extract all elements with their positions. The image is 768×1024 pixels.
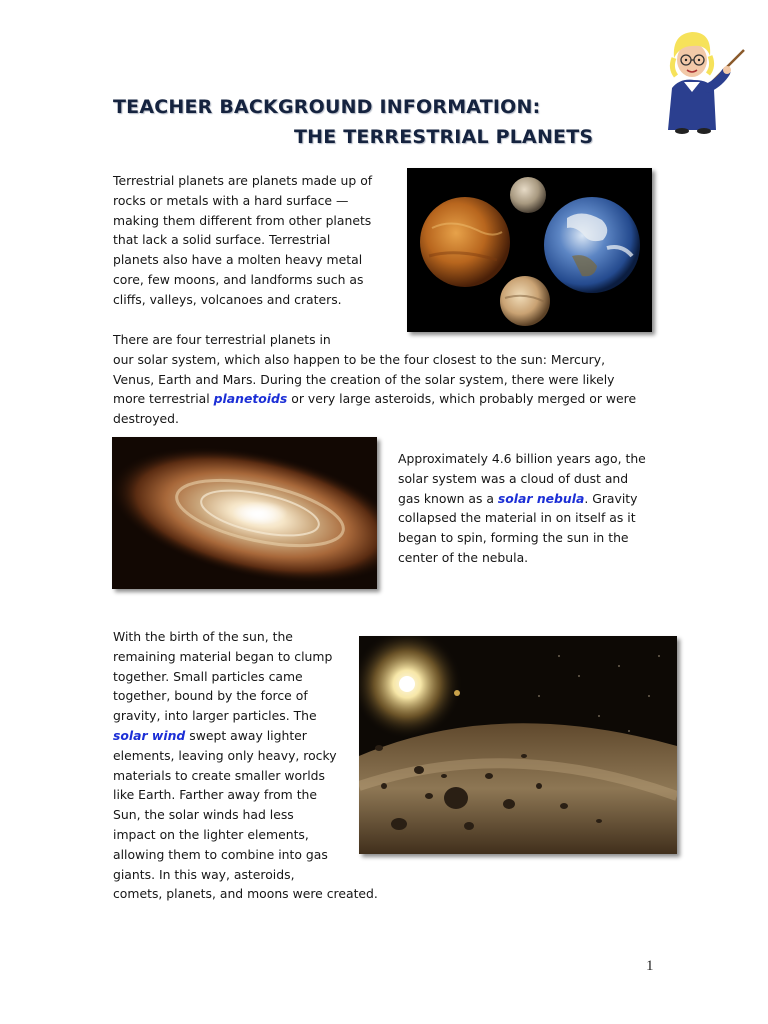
text-line <box>113 726 378 746</box>
term-planetoids: planetoids <box>213 391 288 407</box>
text-line: Terrestrial planets are planets made up of <box>113 173 373 188</box>
text-line: together, bound by the force of <box>113 688 308 704</box>
text-line: Venus, Earth and Mars. During the creation of the solar system, there were likely <box>113 371 615 387</box>
page-title-line-1: TEACHER BACKGROUND INFORMATION: <box>113 96 541 118</box>
text-line: cliffs, valleys, volcanoes and craters. <box>113 291 342 307</box>
paragraph-terrestrial-definition <box>113 171 372 310</box>
text-line: began to spin, forming the sun in the <box>398 530 629 546</box>
text-line <box>113 389 636 409</box>
text-line: core, few moons, and landforms such as <box>113 271 364 287</box>
text-line: rocks or metals with a hard surface — <box>113 192 349 208</box>
text-line: impact on the lighter elements, <box>113 826 309 842</box>
text-segment: more terrestrial <box>113 391 214 407</box>
solar-nebula-disk-photo <box>112 437 377 589</box>
term-solar-nebula: solar nebula <box>497 490 585 506</box>
text-line: solar system was a cloud of dust and <box>398 470 629 486</box>
text-line: planets also have a molten heavy metal <box>113 252 363 268</box>
page-number: 1 <box>646 958 654 974</box>
text-line <box>398 489 646 509</box>
text-line: our solar system, which also happen to be the four closest to the sun: Mercury, <box>113 351 606 367</box>
teacher-cartoon-illustration <box>650 20 750 135</box>
text-segment: gas known as a <box>398 490 498 506</box>
text-line: together. Small particles came <box>113 668 303 684</box>
text-line: With the birth of the sun, the <box>113 629 293 644</box>
text-line: giants. In this way, asteroids, <box>113 866 295 882</box>
paragraph-birth-of-sun <box>113 627 378 904</box>
text-line: making them different from other planets <box>113 212 372 228</box>
text-segment: . Gravity <box>584 490 638 506</box>
text-line: collapsed the material in on itself as it <box>398 510 636 526</box>
page-title-line-2: THE TERRESTRIAL PLANETS <box>294 126 594 148</box>
text-line: remaining material began to clump <box>113 648 333 664</box>
text-line: comets, planets, and moons were created. <box>113 886 378 902</box>
paragraph-solar-nebula <box>398 449 646 568</box>
text-segment: swept away lighter <box>185 727 307 743</box>
terrestrial-planets-photo <box>407 168 652 332</box>
paragraph-four-planets <box>113 330 636 429</box>
text-line: like Earth. Farther away from the <box>113 787 318 803</box>
text-segment: or very large asteroids, which probably merged or were <box>287 391 637 407</box>
term-solar-wind: solar wind <box>113 727 186 743</box>
text-line: allowing them to combine into gas <box>113 846 328 862</box>
text-line: Approximately 4.6 billion years ago, the <box>398 451 646 466</box>
text-line: There are four terrestrial planets in <box>113 332 331 347</box>
text-line: elements, leaving only heavy, rocky <box>113 747 337 763</box>
text-line: destroyed. <box>113 411 179 427</box>
asteroid-belt-photo <box>359 636 677 854</box>
text-line: gravity, into larger particles. The <box>113 708 317 724</box>
text-line: Sun, the solar winds had less <box>113 807 294 823</box>
text-line: materials to create smaller worlds <box>113 767 325 783</box>
text-line: center of the nebula. <box>398 549 529 565</box>
text-line: that lack a solid surface. Terrestrial <box>113 232 331 248</box>
